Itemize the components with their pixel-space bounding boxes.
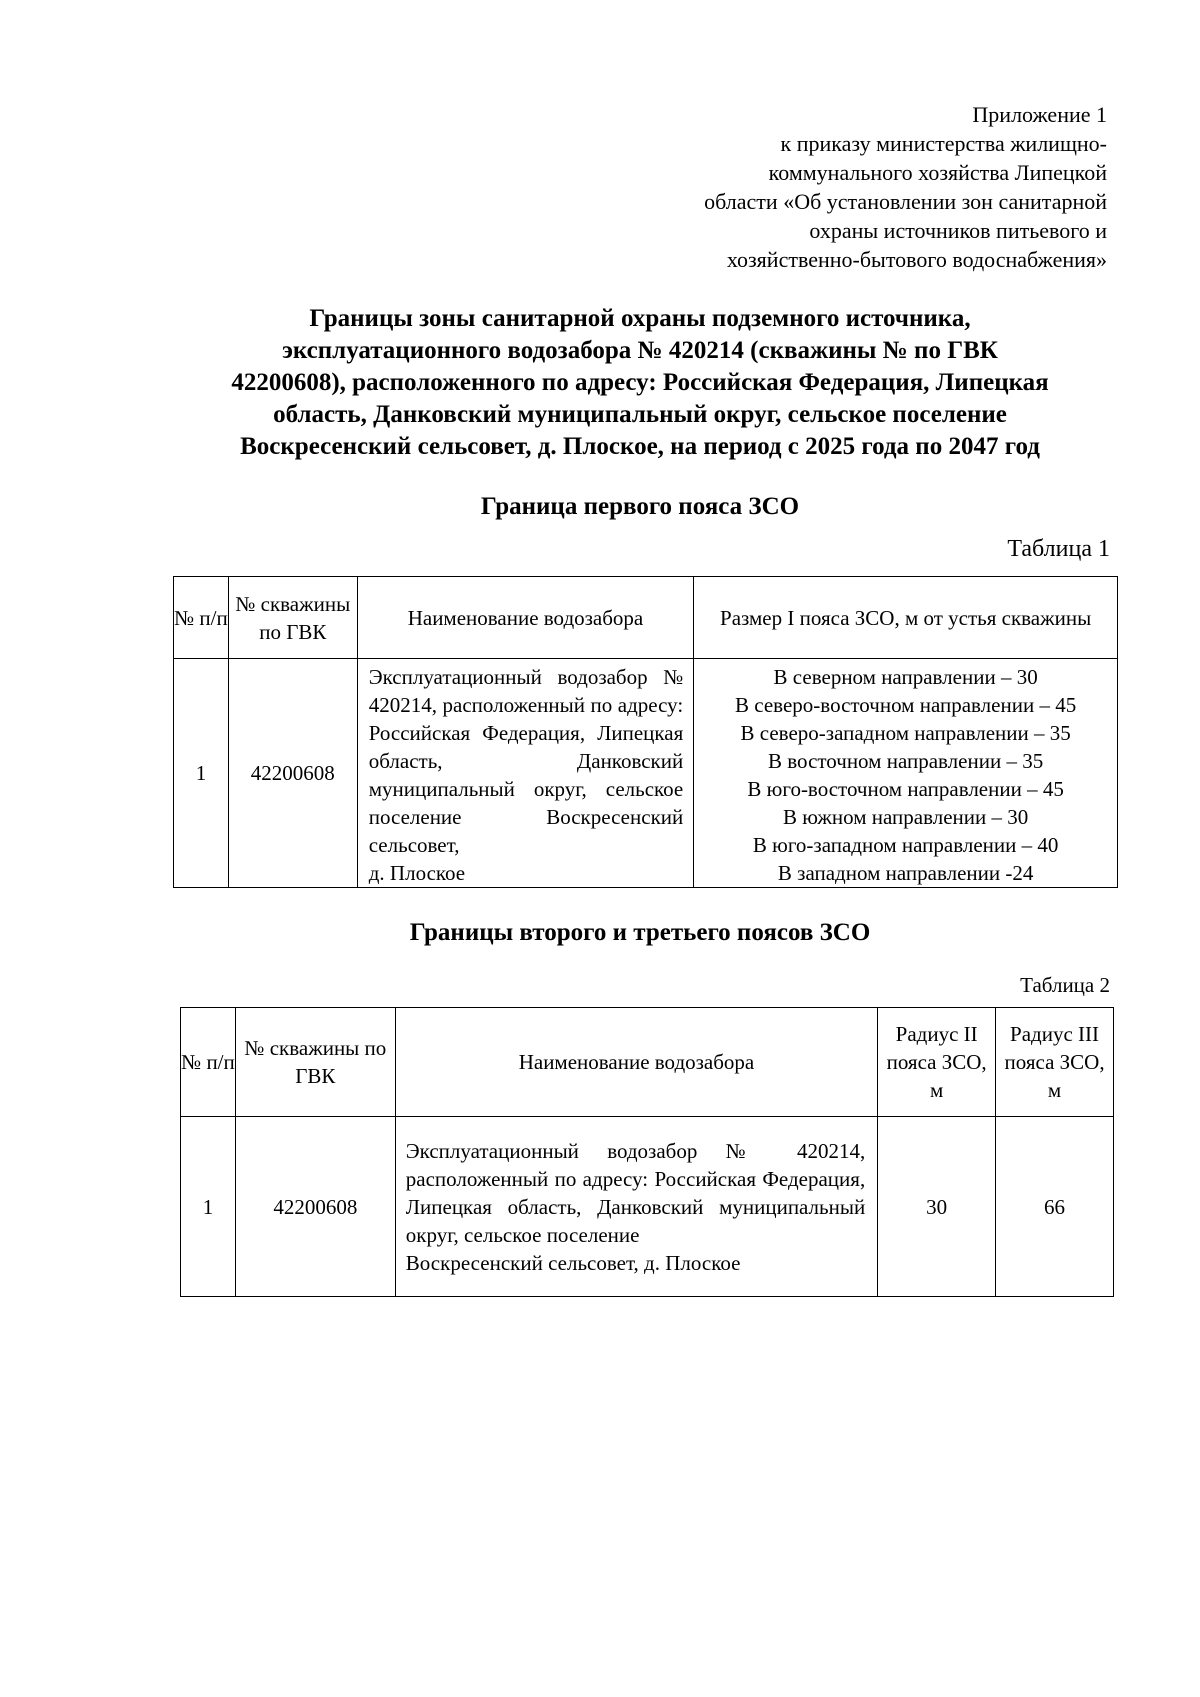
cell-name-text: Эксплуатационный водозабор № 420214, расположенный по адресу: Российская Федерация, Липецкая область, Данковский муниципальный округ, сельское поселение Воскресенский сельсовет,: [368, 665, 684, 857]
section2-heading: Границы второго и третьего поясов ЗСО: [409, 919, 871, 946]
cell-directions: [694, 659, 1118, 888]
direction-line: В северо-западном направлении – 35: [740, 721, 1071, 745]
direction-line: В восточном направлении – 35: [768, 749, 1044, 773]
table2-caption: Таблица 2: [1020, 973, 1110, 997]
cell-radius-2: 30: [878, 1117, 996, 1297]
cell-name-last: Воскресенский сельсовет, д. Плоское: [405, 1250, 741, 1275]
table-header-row: [181, 1008, 1114, 1117]
cell-num: 1: [174, 659, 229, 888]
header-well: № скважины по ГВК: [228, 577, 357, 659]
title-line: 42200608), расположенного по адресу: Российская Федерация, Липецкая: [231, 369, 1049, 396]
appendix-line: к приказу министерства жилищно-: [780, 131, 1107, 156]
appendix-line: Приложение 1: [972, 102, 1107, 127]
cell-well: 42200608: [235, 1117, 395, 1297]
direction-line: В западном направлении -24: [777, 861, 1034, 885]
cell-name-last: д. Плоское: [368, 861, 466, 885]
header-radius-2: Радиус II пояса ЗСО, м: [878, 1008, 996, 1117]
title-line: Границы зоны санитарной охраны подземного источника,: [309, 305, 971, 332]
table1-caption: Таблица 1: [1007, 536, 1110, 562]
direction-line: В северном направлении – 30: [773, 665, 1038, 689]
direction-line: В юго-восточном направлении – 45: [747, 777, 1064, 801]
cell-radius-3: 66: [996, 1117, 1114, 1297]
cell-well: 42200608: [228, 659, 357, 888]
table-row: [174, 659, 1118, 888]
cell-name: [395, 1117, 877, 1297]
appendix-line: хозяйственно-бытового водоснабжения»: [726, 247, 1107, 272]
appendix-line: области «Об установлении зон санитарной: [704, 189, 1107, 214]
direction-line: В южном направлении – 30: [782, 805, 1029, 829]
direction-line: В северо-восточном направлении – 45: [735, 693, 1077, 717]
header-num: № п/п: [174, 577, 229, 659]
header-radius-3: Радиус III пояса ЗСО, м: [996, 1008, 1114, 1117]
header-num: № п/п: [181, 1008, 236, 1117]
direction-line: В юго-западном направлении – 40: [752, 833, 1059, 857]
table-header-row: [174, 577, 1118, 659]
header-well: № скважины по ГВК: [235, 1008, 395, 1117]
header-name: Наименование водозабора: [357, 577, 694, 659]
cell-num: 1: [181, 1117, 236, 1297]
table-row: [181, 1117, 1114, 1297]
title-line: область, Данковский муниципальный округ, сельское поселение: [273, 401, 1007, 428]
cell-name: [357, 659, 694, 888]
appendix-line: охраны источников питьевого и: [809, 218, 1107, 243]
section1-heading: Граница первого пояса ЗСО: [480, 493, 800, 520]
appendix-line: коммунального хозяйства Липецкой: [768, 160, 1107, 185]
document-title: [170, 303, 1110, 463]
header-name: Наименование водозабора: [395, 1008, 877, 1117]
table2: [180, 1007, 1114, 1297]
appendix-note: [600, 100, 1107, 274]
title-line: эксплуатационного водозабора № 420214 (скважины № по ГВК: [282, 337, 998, 364]
table1: [173, 576, 1118, 888]
title-line: Воскресенский сельсовет, д. Плоское, на период с 2025 года по 2047 год: [240, 433, 1040, 460]
cell-name-text: Эксплуатационный водозабор № 420214, расположенный по адресу: Российская Федерация, Липецкая область, Данковский муниципальный округ, сельское поселение: [405, 1138, 866, 1247]
header-size: Размер I пояса ЗСО, м от устья скважины: [694, 577, 1118, 659]
